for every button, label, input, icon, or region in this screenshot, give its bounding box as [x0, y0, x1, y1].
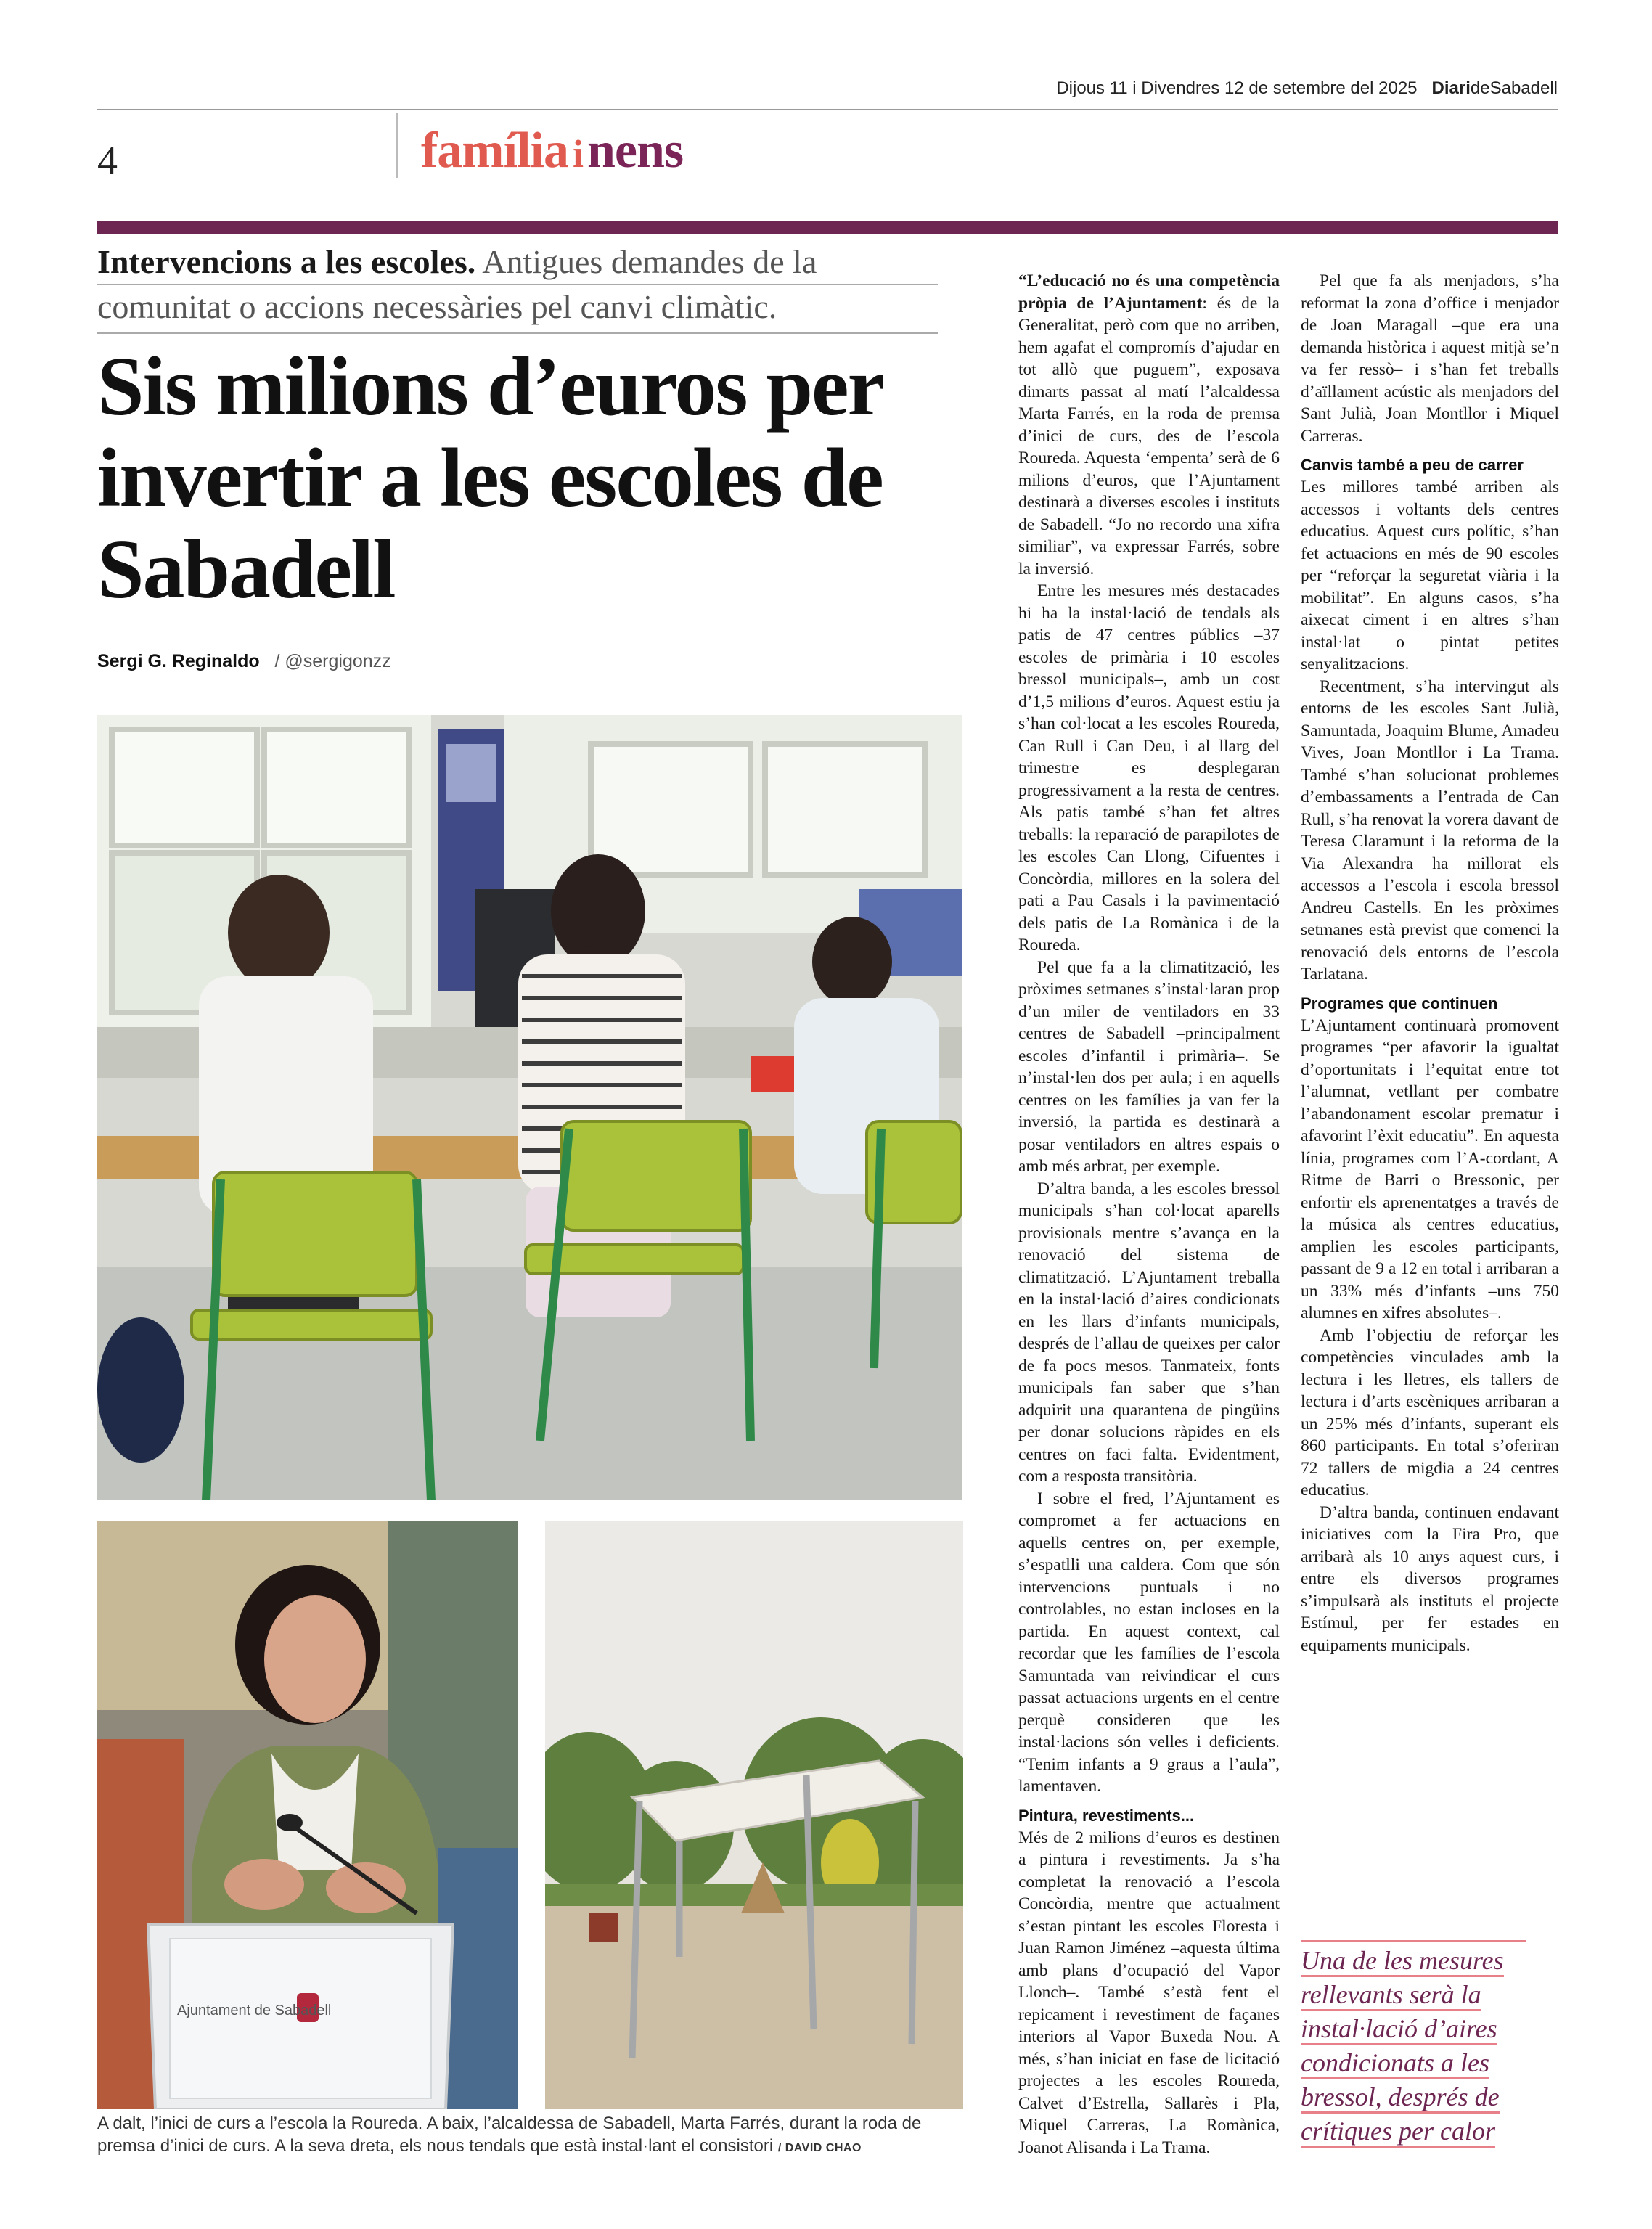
body-paragraph: Entre les mesures més destacades hi ha la instal·lació de tendals als patis de 47 centres públics –37 escoles de primària i 10 escoles bressol municipals–, amb un cost d’1,5 milions d’euros. Aquest estiu ja s’han col·locat a les escoles Roureda, Can Rull i Can Deu, i al llarg del trimestre es desplegaran progressivament a la resta de centres. Als patis també s’han fet altres treballs: la reparació de parapilotes de les escoles Can Llong, Cifuentes i Concòrdia, millores en la solera del pati a Pau Casals i la pavimentació dels patis de La Romànica i de la Roureda. — [1018, 581, 1280, 954]
subheading: Pintura, revestiments... — [1018, 1806, 1195, 1825]
kicker-rule-bottom — [97, 332, 938, 334]
headline: Sis milions d’euros per invertir a les escoles de Sabadell — [97, 340, 883, 616]
kicker-text: Antigues demandes de la comunitat o accions necessàries pel canvi climàtic. — [97, 243, 817, 325]
body-paragraph: Pel que fa als menjadors, s’ha reformat la zona d’office i menjador de Joan Maragall –que era una demanda històrica i aquest mitjà se’n va fer ressò– i s’han fet treballs d’aïllament acústic als menjadors del Sant Julià, Joan Montllor i Miquel Carreras. — [1301, 271, 1559, 446]
article-column-2 — [1301, 270, 1559, 1656]
lead-paragraph-text: : és de la Generalitat, però com que no arriben, hem agafat el compromís d’ajudar en tot allò que puguem”, exposava dimarts passat al matí l’alcaldessa Marta Farrés, en la roda de premsa d’inici de curs, des de l’escola Roureda. Aquesta ‘empenta’ serà de 6 milions d’euros, que l’Ajuntament destinarà a diverses escoles i instituts de Sabadell. “Jo no recordo una xifra similiar”, va expressar Farrés, sobre la inversió. — [1018, 293, 1280, 578]
page-number: 4 — [97, 139, 118, 184]
byline — [97, 651, 391, 672]
lectern-label: Ajuntament de Sabadell — [177, 2003, 332, 2019]
article-column-1 — [1018, 270, 1280, 2159]
body-paragraph: Més de 2 milions d’euros es destinen a pintura i revestiments. Ja s’ha completat la renovació a l’escola Concòrdia, mentre que actualment s’estan pintant les escoles Floresta i Juan Ramon Jiménez –aquesta última amb plans d’ocupació del Vapor Llonch–. També s’està fent el repicament i revestiment de façanes interiors al Vapor Buxeda Nou. A més, s’han iniciat en fase de licitació projectes a les escoles Roureda, Calvet d’Estrella, Sallarès i Pla, Miquel Carreras, La Romànica, Joanot Alisanda i La Trama. — [1018, 1828, 1280, 2157]
lead-in: “L’educació no és una competència pròpia de l’Ajuntament — [1018, 271, 1280, 313]
section-title-part1: família — [421, 123, 568, 179]
brand-diari: Diari — [1431, 78, 1471, 98]
mayor-illustration — [97, 1521, 518, 2109]
kicker — [97, 240, 939, 330]
body-paragraph: Amb l’objectiu de reforçar les competències vinculades amb la lectura i les lletres, els tallers de lectura i d’arts escèniques arribaran a un 25% més d’infants, superant els 860 participants. En total s’oferiran 72 tallers de migdia a 24 centres educatius. — [1301, 1325, 1559, 1500]
body-paragraph: D’altra banda, continuen endavant iniciatives com la Fira Pro, que arribarà als 10 anys aquest curs, i entre els diversos programes s’impulsarà als instituts el projecte Estímul, per fer estades en equipaments municipals. — [1301, 1502, 1559, 1655]
photo-caption — [97, 2112, 962, 2159]
mayor-speaking-photo — [97, 1521, 518, 2109]
pull-quote-text: Una de les mesures rellevants serà la instal·lació d’aires condicionats a les bressol, després de crítiques per calor — [1301, 1946, 1504, 2148]
body-paragraph: D’altra banda, a les escoles bressol municipals s’han col·locat aparells provisionals mentre s’avança en la renovació del sistema de climatització. L’Ajuntament treballa en la instal·lació d’aires condicionats en les llars d’infants municipals, després de l’allau de queixes per calor de fa pocs mesos. Tanmateix, fonts municipals fan saber que s’han adquirit una quarantena de pingüins per donar solucions ràpides en els centres on faci falta. Evidentment, com a resposta transitòria. — [1018, 1179, 1280, 1486]
subheading: Canvis també a peu de carrer — [1301, 456, 1524, 474]
section-title — [421, 122, 683, 180]
section-title-part2: i — [572, 132, 583, 176]
classroom-illustration — [97, 715, 962, 1500]
header-rule — [97, 109, 1558, 110]
pull-quote — [1301, 1944, 1559, 2148]
body-paragraph: Les millores també arriben als accessos i voltants dels centres educatius. Aquest curs polític, s’han fet actuacions en més de 90 escoles per “reforçar la seguretat viària i la mobilitat”. En alguns casos, s’ha aixecat ciment i en altres s’han instal·lat o pintat petites senyalitzacions. — [1301, 478, 1559, 674]
brand-desabadell: deSabadell — [1470, 78, 1558, 98]
subheading: Programes que continuen — [1301, 994, 1498, 1013]
issue-date-text: Dijous 11 i Divendres 12 de setembre del 2025 — [1056, 78, 1418, 98]
kicker-bold: Intervencions a les escoles. — [97, 243, 476, 280]
body-paragraph — [1018, 270, 1280, 580]
photo-credit: / DAVID CHAO — [777, 2142, 862, 2154]
section-title-part3: nens — [586, 123, 684, 179]
pull-quote-rule — [1301, 1940, 1526, 1942]
body-paragraph: Pel que fa a la climatització, les pròximes setmanes s’instal·laran prop d’un miler de ventiladors en 33 centres de Sabadell –principalment escoles d’infantil i primària–. Se n’instal·len dos per aula; i en aquells centres on les famílies ja van fer la inversió, la partida es destinarà a posar ventiladors en altres espais o amb més arbrat, per exemple. — [1018, 957, 1280, 1176]
header-divider — [396, 113, 398, 178]
issue-date — [1056, 78, 1558, 99]
classroom-photo — [97, 715, 962, 1500]
body-paragraph: Recentment, s’ha intervingut als entorns de les escoles Sant Julià, Samuntada, Joaquim Blume, Amadeu Vives, Joan Montllor i La Trama. També s’han solucionat problemes d’embassaments a l’entrada de Can Rull, s’ha renovat la vorera davant de Teresa Claramunt i la reforma de la Via Alexandra ha millorat els accessos a l’escola i escola bressol Andreu Castells. En les pròximes setmanes està previst que comenci la renovació dels entorns de l’escola Tarlatana. — [1301, 676, 1559, 983]
body-paragraph: I sobre el fred, l’Ajuntament es compromet a fer actuacions en aquells centres on, per exemple, s’espatlli una caldera. Com que són intervencions puntuals i no controlables, no estan incloses en la partida. En aquest context, cal recordar que les famílies de l’escola Samuntada van reivindicar el curs passat actuacions urgents en el centre perquè consideren que les instal·lacions són velles i deficients. “Tenim infants a 9 graus a l’aula”, lamentaven. — [1018, 1489, 1280, 1796]
photo-caption-text: A dalt, l’inici de curs a l’escola la Roureda. A baix, l’alcaldessa de Sabadell, Marta Farrés, durant la roda de premsa d’inici de curs. A la seva dreta, els nous tendals que està instal·lant el consistori — [97, 2114, 922, 2156]
author-name: Sergi G. Reginaldo — [97, 651, 260, 671]
body-paragraph: L’Ajuntament continuarà promovent programes “per afavorir la igualtat d’oportunitats i l’equitat entre tot l’alumnat, vetllant per combatre l’abandonament escolar prematur i afavorint l’èxit educatiu”. En aquesta línia, programes com l’A-cordant, A Ritme de Barri o Bressonic, per enfortir els aprenentatges a través de la música als centres educatius, amplien les escoles participants, passant de 9 a 12 en total i arribaran a un 33% més d’infants –uns 750 alumnes en xifres absolutes–. — [1301, 1015, 1559, 1322]
canopy-illustration — [545, 1521, 963, 2109]
section-bar — [97, 221, 1558, 234]
schoolyard-canopy-photo — [545, 1521, 963, 2109]
author-handle: / @sergigonzz — [274, 651, 391, 671]
